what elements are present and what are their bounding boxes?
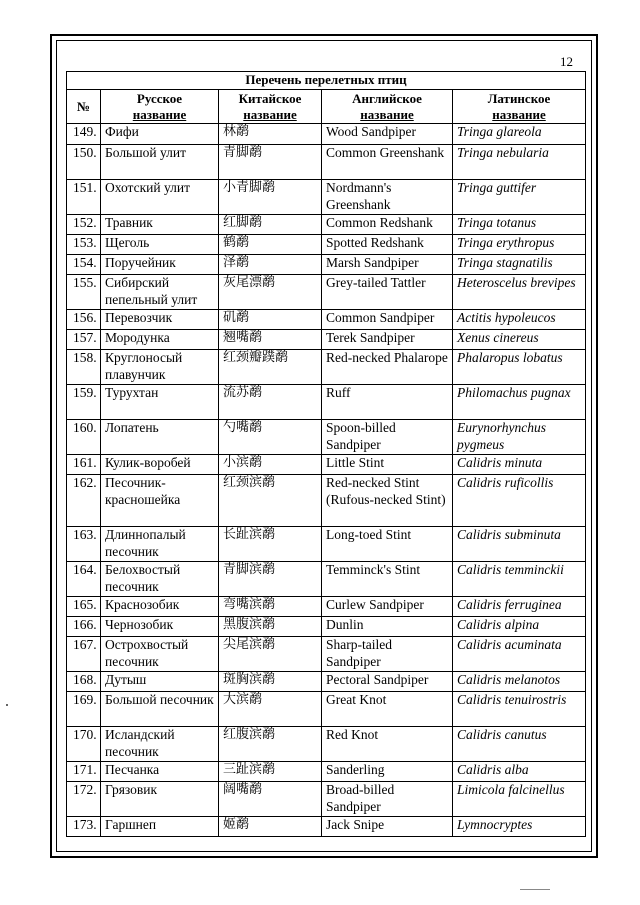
chinese-name: 姬鹬 — [219, 817, 322, 837]
latin-name: Tringa nebularia — [453, 145, 586, 180]
english-name: Red-necked Stint (Rufous-necked Stint) — [322, 475, 453, 527]
chinese-name: 尖尾滨鹬 — [219, 637, 322, 672]
russian-name: Песчанка — [101, 762, 219, 782]
chinese-name: 矶鹬 — [219, 310, 322, 330]
chinese-name: 泽鹬 — [219, 255, 322, 275]
row-number: 160. — [67, 420, 101, 455]
table-row — [67, 692, 586, 727]
russian-name: Большой песочник — [101, 692, 219, 727]
latin-name: Calidris alpina — [453, 617, 586, 637]
russian-name: Лопатень — [101, 420, 219, 455]
row-number: 161. — [67, 455, 101, 475]
table-row — [67, 235, 586, 255]
russian-name: Травник — [101, 215, 219, 235]
english-name: Ruff — [322, 385, 453, 420]
margin-mark — [6, 704, 8, 706]
table-row — [67, 124, 586, 145]
header-latin-line2: название — [492, 106, 546, 122]
latin-name: Calidris tenuirostris — [453, 692, 586, 727]
table-row — [67, 330, 586, 350]
english-name: Jack Snipe — [322, 817, 453, 837]
table-row — [67, 762, 586, 782]
chinese-name: 大滨鹬 — [219, 692, 322, 727]
header-latin-line1: Латинское — [487, 90, 551, 106]
row-number: 163. — [67, 527, 101, 562]
russian-name: Охотский улит — [101, 180, 219, 215]
table-row — [67, 145, 586, 180]
english-name: Pectoral Sandpiper — [322, 672, 453, 692]
russian-name: Исландский песочник — [101, 727, 219, 762]
english-name: Terek Sandpiper — [322, 330, 453, 350]
russian-name: Длиннопалый песочник — [101, 527, 219, 562]
russian-name: Песочник-красношейка — [101, 475, 219, 527]
russian-name: Грязовик — [101, 782, 219, 817]
table-row — [67, 180, 586, 215]
latin-name: Calidris minuta — [453, 455, 586, 475]
bottom-mark — [520, 889, 550, 890]
header-russian-line2: название — [132, 106, 187, 122]
chinese-name: 弯嘴滨鹬 — [219, 597, 322, 617]
latin-name: Limicola falcinellus — [453, 782, 586, 817]
table-row — [67, 527, 586, 562]
chinese-name: 三趾滨鹬 — [219, 762, 322, 782]
russian-name: Перевозчик — [101, 310, 219, 330]
row-number: 169. — [67, 692, 101, 727]
latin-name: Heteroscelus brevipes — [453, 275, 586, 310]
russian-name: Фифи — [101, 124, 219, 145]
russian-name: Краснозобик — [101, 597, 219, 617]
table-title: Перечень перелетных птиц — [67, 72, 586, 90]
chinese-name: 勺嘴鹬 — [219, 420, 322, 455]
table-title-row — [67, 72, 586, 90]
table-row — [67, 597, 586, 617]
row-number: 155. — [67, 275, 101, 310]
latin-name: Calidris melanotos — [453, 672, 586, 692]
header-russian — [101, 90, 219, 124]
chinese-name: 红颈滨鹬 — [219, 475, 322, 527]
header-russian-line1: Русское — [136, 90, 183, 106]
english-name: Common Greenshank — [322, 145, 453, 180]
row-number: 165. — [67, 597, 101, 617]
english-name: Dunlin — [322, 617, 453, 637]
chinese-name: 灰尾漂鹬 — [219, 275, 322, 310]
chinese-name: 林鹬 — [219, 124, 322, 145]
english-name: Temminck's Stint — [322, 562, 453, 597]
table-row — [67, 562, 586, 597]
english-name: Spoon-billed Sandpiper — [322, 420, 453, 455]
table-row — [67, 455, 586, 475]
table-row — [67, 672, 586, 692]
row-number: 168. — [67, 672, 101, 692]
latin-name: Calidris ruficollis — [453, 475, 586, 527]
english-name: Common Sandpiper — [322, 310, 453, 330]
table-header-row — [67, 90, 586, 124]
english-name: Curlew Sandpiper — [322, 597, 453, 617]
row-number: 166. — [67, 617, 101, 637]
russian-name: Кулик-воробей — [101, 455, 219, 475]
latin-name: Tringa guttifer — [453, 180, 586, 215]
table-row — [67, 617, 586, 637]
row-number: 158. — [67, 350, 101, 385]
latin-name: Calidris subminuta — [453, 527, 586, 562]
table-row — [67, 310, 586, 330]
chinese-name: 黑腹滨鹬 — [219, 617, 322, 637]
table-row — [67, 420, 586, 455]
latin-name: Phalaropus lobatus — [453, 350, 586, 385]
chinese-name: 鹤鹬 — [219, 235, 322, 255]
latin-name: Calidris alba — [453, 762, 586, 782]
english-name: Wood Sandpiper — [322, 124, 453, 145]
header-chinese-line2: название — [243, 106, 297, 122]
russian-name: Белохвостый песочник — [101, 562, 219, 597]
english-name: Broad-billed Sandpiper — [322, 782, 453, 817]
russian-name: Сибирский пепельный улит — [101, 275, 219, 310]
row-number: 151. — [67, 180, 101, 215]
english-name: Red-necked Phalarope — [322, 350, 453, 385]
english-name: Long-toed Stint — [322, 527, 453, 562]
latin-name: Tringa erythropus — [453, 235, 586, 255]
english-name: Nordmann's Greenshank — [322, 180, 453, 215]
header-english-line1: Английское — [352, 90, 422, 106]
english-name: Great Knot — [322, 692, 453, 727]
latin-name: Tringa glareola — [453, 124, 586, 145]
row-number: 162. — [67, 475, 101, 527]
latin-name: Actitis hypoleucos — [453, 310, 586, 330]
english-name: Sanderling — [322, 762, 453, 782]
table-row — [67, 255, 586, 275]
latin-name: Xenus cinereus — [453, 330, 586, 350]
russian-name: Поручейник — [101, 255, 219, 275]
latin-name: Eurynorhynchus pygmeus — [453, 420, 586, 455]
chinese-name: 阔嘴鹬 — [219, 782, 322, 817]
row-number: 167. — [67, 637, 101, 672]
chinese-name: 红脚鹬 — [219, 215, 322, 235]
row-number: 164. — [67, 562, 101, 597]
russian-name: Щеголь — [101, 235, 219, 255]
russian-name: Чернозобик — [101, 617, 219, 637]
row-number: 152. — [67, 215, 101, 235]
chinese-name: 翘嘴鹬 — [219, 330, 322, 350]
table-row — [67, 817, 586, 837]
chinese-name: 红腹滨鹬 — [219, 727, 322, 762]
table-row — [67, 727, 586, 762]
chinese-name: 小青脚鹬 — [219, 180, 322, 215]
chinese-name: 长趾滨鹬 — [219, 527, 322, 562]
table-row — [67, 215, 586, 235]
header-english-line2: название — [360, 106, 414, 122]
row-number: 153. — [67, 235, 101, 255]
row-number: 156. — [67, 310, 101, 330]
russian-name: Острохвостый песочник — [101, 637, 219, 672]
row-number: 171. — [67, 762, 101, 782]
latin-name: Calidris acuminata — [453, 637, 586, 672]
row-number: 159. — [67, 385, 101, 420]
table-row — [67, 385, 586, 420]
header-chinese-line1: Китайское — [238, 90, 302, 106]
table-row — [67, 782, 586, 817]
latin-name: Tringa stagnatilis — [453, 255, 586, 275]
row-number: 170. — [67, 727, 101, 762]
row-number: 150. — [67, 145, 101, 180]
english-name: Red Knot — [322, 727, 453, 762]
russian-name: Большой улит — [101, 145, 219, 180]
english-name: Grey-tailed Tattler — [322, 275, 453, 310]
latin-name: Calidris ferruginea — [453, 597, 586, 617]
chinese-name: 青脚鹬 — [219, 145, 322, 180]
table-row — [67, 475, 586, 527]
english-name: Common Redshank — [322, 215, 453, 235]
chinese-name: 小滨鹬 — [219, 455, 322, 475]
english-name: Marsh Sandpiper — [322, 255, 453, 275]
latin-name: Calidris canutus — [453, 727, 586, 762]
birds-table — [66, 71, 586, 837]
row-number: 149. — [67, 124, 101, 145]
row-number: 154. — [67, 255, 101, 275]
header-english — [322, 90, 453, 124]
header-chinese — [219, 90, 322, 124]
russian-name: Турухтан — [101, 385, 219, 420]
row-number: 157. — [67, 330, 101, 350]
table-body — [67, 124, 586, 837]
russian-name: Круглоносый плавунчик — [101, 350, 219, 385]
page-number: 12 — [560, 54, 573, 69]
english-name: Little Stint — [322, 455, 453, 475]
latin-name: Tringa totanus — [453, 215, 586, 235]
chinese-name: 青脚滨鹬 — [219, 562, 322, 597]
table-row — [67, 350, 586, 385]
row-number: 173. — [67, 817, 101, 837]
table-row — [67, 275, 586, 310]
latin-name: Calidris temminckii — [453, 562, 586, 597]
latin-name: Lymnocryptes — [453, 817, 586, 837]
latin-name: Philomachus pugnax — [453, 385, 586, 420]
chinese-name: 斑胸滨鹬 — [219, 672, 322, 692]
header-num: № — [67, 90, 101, 124]
english-name: Sharp-tailed Sandpiper — [322, 637, 453, 672]
english-name: Spotted Redshank — [322, 235, 453, 255]
russian-name: Мородунка — [101, 330, 219, 350]
russian-name: Дутыш — [101, 672, 219, 692]
russian-name: Гаршнеп — [101, 817, 219, 837]
header-latin — [453, 90, 586, 124]
chinese-name: 流苏鹬 — [219, 385, 322, 420]
chinese-name: 红颈瓣蹼鹬 — [219, 350, 322, 385]
table-row — [67, 637, 586, 672]
row-number: 172. — [67, 782, 101, 817]
